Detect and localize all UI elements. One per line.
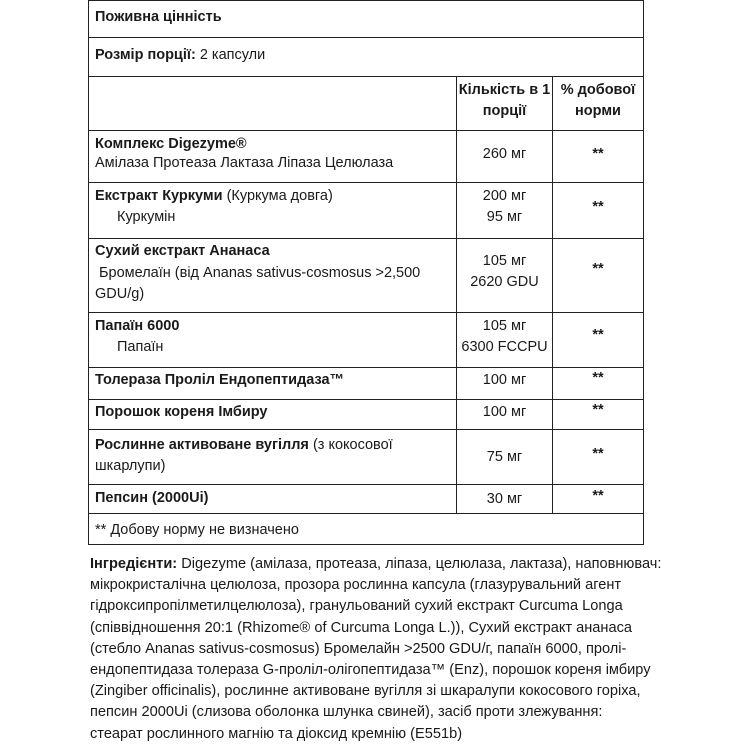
ingredient-sub: Амілаза Протеаза Лактаза Ліпаза Целюлаза (95, 155, 394, 171)
ingredient-sub: шкарлупи) (95, 458, 166, 474)
ingredient-name: Екстракт Куркуми (Куркума довга) (95, 188, 333, 204)
table-row (89, 182, 643, 238)
ingredient-sub: Папаїн (117, 339, 164, 355)
ingredient-name: Толераза Проліл Ендопептидаза™ (95, 372, 345, 388)
daily-value: ** (592, 327, 604, 343)
ingredient-name: Папаїн 6000 (95, 318, 180, 334)
header-dv-line1: % добової (560, 82, 636, 98)
ingredients-line: (стебло Ananas sativus-cosmosus) Бромелайн >2500 GDU/г, папаїн 6000, пролі- (90, 640, 627, 657)
table-row (89, 399, 643, 429)
amount-value: 2620 GDU (470, 274, 539, 290)
serving-label: Розмір порції: (95, 47, 196, 63)
ingredients-line: (Zingiber officinalis), рослинне активоване вугілля зі шкаралупи кокосового горіха, (90, 683, 641, 700)
ingredient-name: Сухий екстракт Ананаса (95, 243, 270, 259)
daily-value: ** (592, 446, 604, 462)
amount-value: 95 мг (486, 209, 523, 225)
ingredient-name: Порошок кореня Імбиру (95, 404, 268, 420)
ingredients-line: (співвідношення 20:1 (Rhizome® of Curcuma Longa L.)), Сухий екстракт ананаса (90, 619, 633, 636)
serving-size (95, 45, 265, 65)
table-row (89, 484, 643, 513)
amount-value: 105 мг (482, 318, 527, 334)
table-row (89, 429, 643, 484)
amount-value: 75 мг (486, 449, 523, 465)
ingredients-line: стеарат рослинного магнію та діоксид кремнію (E551b) (90, 725, 463, 742)
daily-value: ** (592, 199, 604, 215)
amount-value: 260 мг (482, 146, 527, 162)
footnote: ** Добову норму не визначено (95, 522, 299, 538)
title-row (89, 0, 643, 37)
table-row (89, 238, 643, 312)
daily-value: ** (592, 488, 604, 504)
ingredients-text (90, 554, 690, 745)
serving-value: 2 капсули (199, 47, 266, 63)
header-amount-line2: порції (482, 103, 527, 119)
daily-value: ** (592, 261, 604, 277)
footnote-row (89, 513, 643, 545)
amount-value: 105 мг (482, 253, 527, 269)
header-name-cell (89, 77, 456, 130)
ingredients-line: Інгредієнти: Digezyme (амілаза, протеаза, ліпаза, целюлаза, лактаза), наповнювач: (90, 556, 662, 572)
ingredient-sub: Куркумін (117, 209, 176, 225)
ingredients-line: пепсин 2000Ui (слизова оболонка шлунка свиней), засіб проти злежування: (90, 704, 603, 721)
amount-value: 100 мг (482, 372, 527, 388)
table-title: Поживна цінність (95, 9, 222, 25)
amount-value: 200 мг (482, 188, 527, 204)
ingredients-line: ендопептидаза толераза G-проліл-олігопептидаза™ (Enz), порошок кореня імбиру (90, 662, 651, 679)
table-row (89, 130, 643, 182)
daily-value: ** (592, 402, 604, 418)
header-amount-line1: Кількість в 1 (458, 82, 551, 98)
ingredient-sub: GDU/g) (95, 286, 145, 302)
ingredient-name: Пепсин (2000Ui) (95, 490, 209, 506)
amount-value: 30 мг (486, 491, 523, 507)
serving-row (89, 37, 643, 76)
header-dv-cell (552, 77, 643, 130)
ingredients-label: Інгредієнти: (90, 556, 178, 572)
daily-value: ** (592, 370, 604, 386)
table-row (89, 312, 643, 367)
ingredient-sub: Бромелаїн (від Ananas sativus-cosmosus >2,500 (99, 265, 421, 281)
daily-value: ** (592, 146, 604, 162)
nutrition-facts-table (88, 0, 644, 545)
header-row (89, 76, 643, 130)
table-row (89, 367, 643, 399)
header-dv-line2: норми (575, 103, 621, 119)
ingredient-name: Комплекс Digezyme® (95, 136, 247, 152)
ingredients-line: гідроксипропілметилцелюлоза), гранульований сухий екстракт Curcuma Longa (90, 598, 623, 615)
amount-value: 6300 FCCPU (461, 339, 548, 355)
header-amount-cell (456, 77, 552, 130)
amount-value: 100 мг (482, 404, 527, 420)
ingredients-line: мікрокристалічна целюлоза, прозора рослинна капсула (глазурувальний агент (90, 577, 622, 594)
ingredient-name: Рослинне активоване вугілля (з кокосової (95, 437, 393, 453)
